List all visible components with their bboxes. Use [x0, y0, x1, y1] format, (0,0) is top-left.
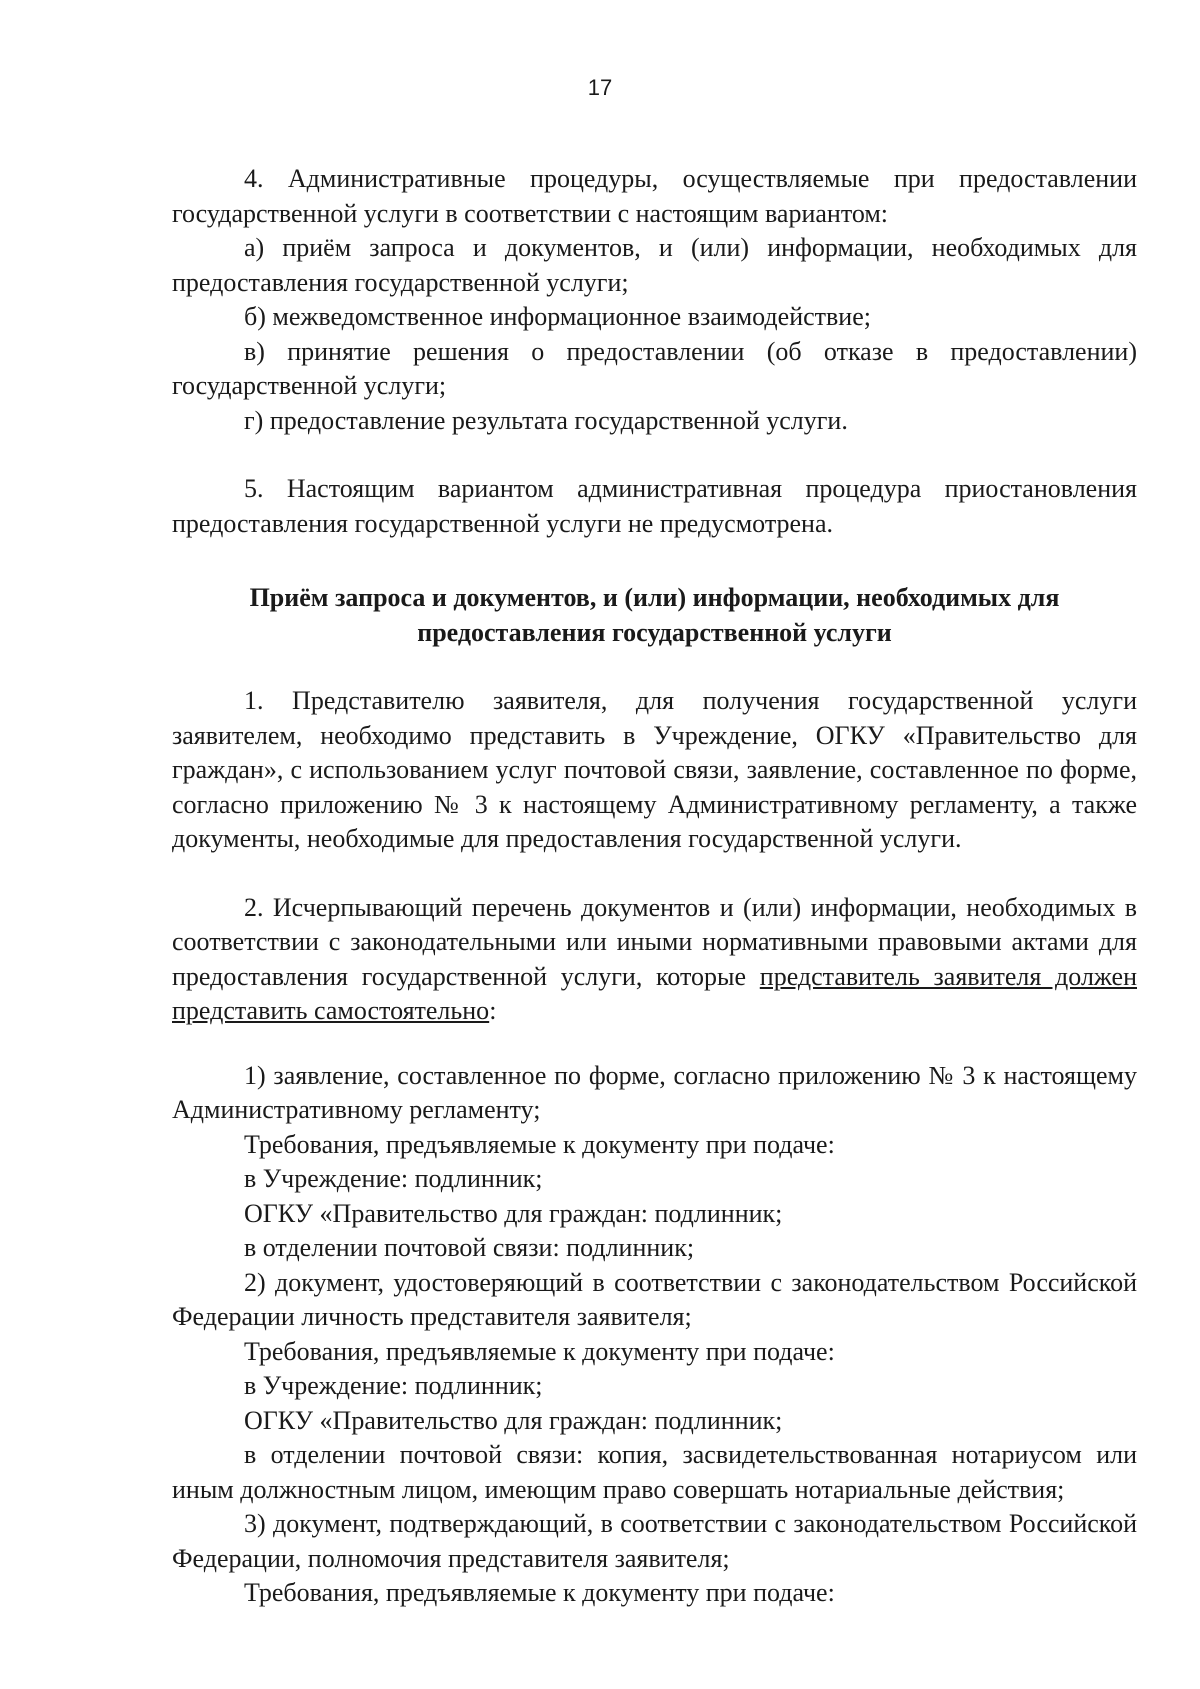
paragraph-2-underlined: представитель заявителя должен представить самостоятельно — [172, 961, 1137, 1025]
paragraph-2-end: : — [489, 996, 497, 1025]
list-item: ОГКУ «Правительство для граждан: подлинник; — [244, 1198, 783, 1228]
paragraph-1: 1. Представителю заявителя, для получения государственной услуги заявителем, необходимо представить в Учреждение, ОГКУ «Правительство для граждан», с использованием услуг почтовой связи, заявление, составленное по форме, согласно приложению № 3 к настоящему Административному регламенту, а также документы, необходимые для предоставления государственной услуги. — [172, 686, 1137, 853]
document-list — [172, 1059, 1137, 1611]
document-body — [172, 162, 1137, 1611]
section-4-item-b: б) межведомственное информационное взаимодействие; — [244, 302, 871, 331]
list-item: Требования, предъявляемые к документу при подаче: — [244, 1336, 835, 1366]
list-item: ОГКУ «Правительство для граждан: подлинник; — [244, 1405, 783, 1435]
paragraph-2 — [172, 891, 1137, 1029]
list-item: в Учреждение: подлинник; — [244, 1164, 543, 1193]
section-4-item-g: г) предоставление результата государственной услуги. — [244, 405, 848, 435]
list-item: 2) документ, удостоверяющий в соответствии с законодательством Российской Федерации личность представителя заявителя; — [172, 1267, 1137, 1331]
section-4-item-v: в) принятие решения о предоставлении (об отказе в предоставлении) государственной услуги; — [172, 336, 1137, 400]
section-heading-line-1: Приём запроса и документов, и (или) информации, необходимых для — [249, 583, 1060, 612]
list-item: в отделении почтовой связи: копия, засвидетельствованная нотариусом или иным должностным лицом, имеющим право совершать нотариальные действия; — [172, 1440, 1137, 1504]
list-item: Требования, предъявляемые к документу при подаче: — [244, 1129, 835, 1159]
section-heading — [172, 581, 1137, 650]
paragraph-2-text: 2. Исчерпывающий перечень документов и (или) информации, необходимых в соответствии с законодательными или иными нормативными правовыми актами для предоставления государственной услуги, которые — [172, 892, 1137, 991]
section-heading-line-2: предоставления государственной услуги — [417, 617, 892, 647]
list-item: 3) документ, подтверждающий, в соответствии с законодательством Российской Федерации, полномочия представителя заявителя; — [172, 1509, 1137, 1573]
list-item: в отделении почтовой связи: подлинник; — [244, 1233, 695, 1262]
list-item: 1) заявление, составленное по форме, согласно приложению № 3 к настоящему Административному регламенту; — [172, 1060, 1137, 1124]
section-4-intro: 4. Административные процедуры, осуществляемые при предоставлении государственной услуги в соответствии с настоящим вариантом: — [172, 164, 1137, 228]
list-item: в Учреждение: подлинник; — [244, 1371, 543, 1400]
list-item: Требования, предъявляемые к документу при подаче: — [244, 1578, 835, 1607]
section-4-item-a: а) приём запроса и документов, и (или) информации, необходимых для предоставления государственной услуги; — [172, 233, 1137, 297]
page-number: 17 — [587, 75, 613, 100]
section-5-paragraph: 5. Настоящим вариантом административная процедура приостановления предоставления государственной услуги не предусмотрена. — [172, 474, 1137, 538]
